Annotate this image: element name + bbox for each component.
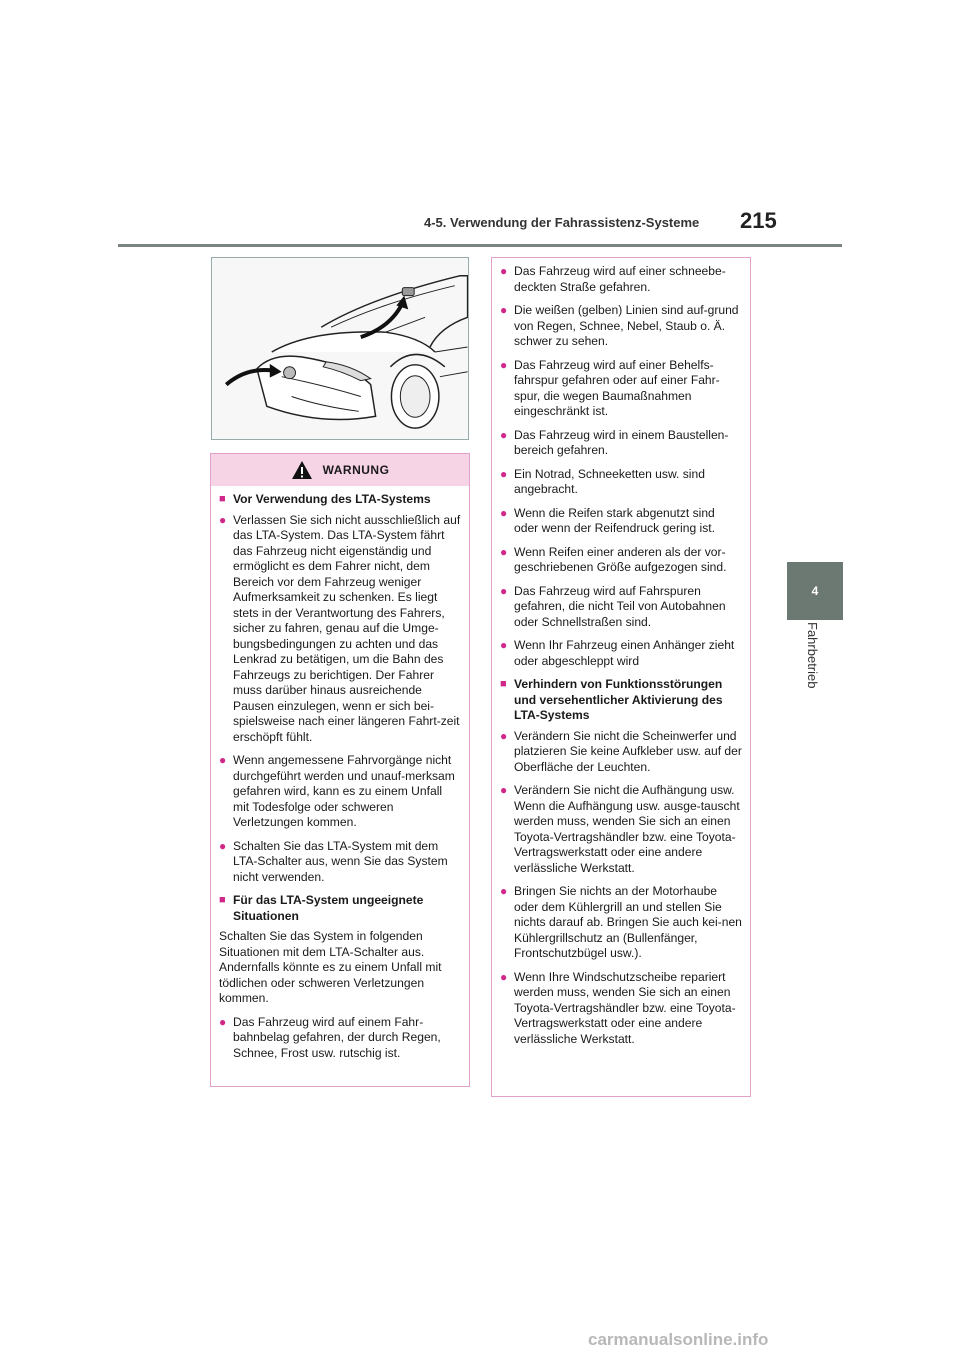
list-item: ● Wenn die Reifen stark abgenutzt sind oder wenn der Reifendruck gering ist. [500, 505, 715, 535]
section-heading: ■ Vor Verwendung des LTA-Systems [219, 492, 431, 506]
warning-header [211, 454, 469, 486]
paragraph: Schalten Sie das System in folgenden Situationen mit dem LTA-Schalter aus. Andernfalls könnte es zu einem Unfall mit tödlichen oder schweren Verletzungen kommen. [219, 929, 442, 1005]
section-heading: ■ Für das LTA-System ungeeignete Situationen [219, 893, 424, 923]
warning-continuation-box [491, 257, 751, 1097]
list-item: ● Wenn Ihr Fahrzeug einen Anhänger zieht oder abgeschleppt wird [500, 638, 735, 668]
warning-box [210, 453, 470, 1087]
section-heading: ■ Verhindern von Funktionsstörungen und versehentlicher Aktivierung des LTA-Systems [500, 677, 723, 722]
chapter-tab[interactable] [787, 562, 843, 620]
list-item: ● Die weißen (gelben) Linien sind auf-grund von Regen, Schnee, Nebel, Staub o. Ä. schwer zu sehen. [500, 303, 739, 348]
page-number: 215 [740, 208, 777, 233]
warning-triangle-icon [291, 460, 313, 480]
list-item: ● Bringen Sie nichts an der Motorhaube oder dem Kühlergrill an und stellen Sie nichts darauf ab. Bringen Sie auch kei-nen Kühlergrillschutz an (Bullenfänger, Frontschutzbügel usw.). [500, 884, 742, 960]
list-item: ● Das Fahrzeug wird auf einer schneebe-deckten Straße gefahren. [500, 264, 726, 294]
list-item: ● Wenn Ihre Windschutzscheibe repariert werden muss, wenden Sie sich an einen Toyota-Vertragshändler bzw. eine Toyota-Vertragswerkstatt oder eine andere verlässliche Werkstatt. [500, 969, 736, 1046]
car-illustration-svg [212, 258, 468, 439]
list-item: ● Wenn angemessene Fahrvorgänge nicht durchgeführt werden und unauf-merksam gefahren wird, kann es zu einem Unfall mit Todesfolge oder schweren Verletzungen kommen. [219, 753, 455, 829]
list-item: ● Das Fahrzeug wird in einem Baustellen-bereich gefahren. [500, 427, 729, 457]
list-item: ● Ein Notrad, Schneeketten usw. sind angebracht. [500, 466, 705, 496]
list-item: ● Verändern Sie nicht die Aufhängung usw. Wenn die Aufhängung usw. ausge-tauscht werden muss, wenden Sie sich an einen Toyota-Vertragshändler bzw. eine Toyota-Vertragswerkstatt oder eine andere verlässliche Werkstatt. [500, 783, 740, 875]
chapter-label: Fahrbetrieb [805, 622, 820, 689]
warning-title: WARNUNG [322, 463, 390, 477]
car-sensor-illustration [211, 257, 469, 440]
watermark: carmanualsonline.info [588, 1330, 769, 1349]
list-item: ● Wenn Reifen einer anderen als der vor-geschriebenen Größe aufgezogen sind. [500, 544, 727, 574]
list-item: ● Das Fahrzeug wird auf einem Fahr-bahnbelag gefahren, der durch Regen, Schnee, Frost usw. rutschig ist. [219, 1014, 441, 1060]
list-item: ● Verlassen Sie sich nicht ausschließlich auf das LTA-System. Das LTA-System fährt das Fahrzeug nicht eigenständig und ermöglicht es dem Fahrer nicht, dem Bereich vor dem Fahrzeug weniger Aufmerksamkeit zu schenken. Es liegt stets in der Verantwortung des Fahrers, sicher zu fahren, genau auf die Umge-bungsbedingungen zu achten und das Lenkrad zu betätigen, um die Bahn des Fahrzeugs zu berichtigen. Der Fahrer muss darüber hinaus ausreichende Pausen einzulegen, wenn er sich bei-spielsweise nach einer längeren Fahrt-zeit erschöpft fühlt. [219, 512, 461, 744]
list-item: ● Verändern Sie nicht die Scheinwerfer und platzieren Sie keine Aufkleber usw. auf der Oberfläche der Leuchten. [500, 728, 742, 774]
list-item: ● Das Fahrzeug wird auf einer Behelfs-fahrspur gefahren oder auf einer Fahr-spur, die wegen Baumaßnahmen eingeschränkt ist. [500, 357, 720, 418]
header-rule [118, 244, 842, 247]
chapter-number: 4 [811, 584, 819, 598]
list-item: ● Schalten Sie das LTA-System mit dem LTA-Schalter aus, wenn Sie das System nicht verwenden. [219, 838, 448, 884]
list-item: ● Das Fahrzeug wird auf Fahrspuren gefahren, die nicht Teil von Autobahnen oder Schnellstraßen sind. [500, 583, 726, 629]
section-title: 4-5. Verwendung der Fahrassistenz-Systeme [424, 215, 700, 230]
